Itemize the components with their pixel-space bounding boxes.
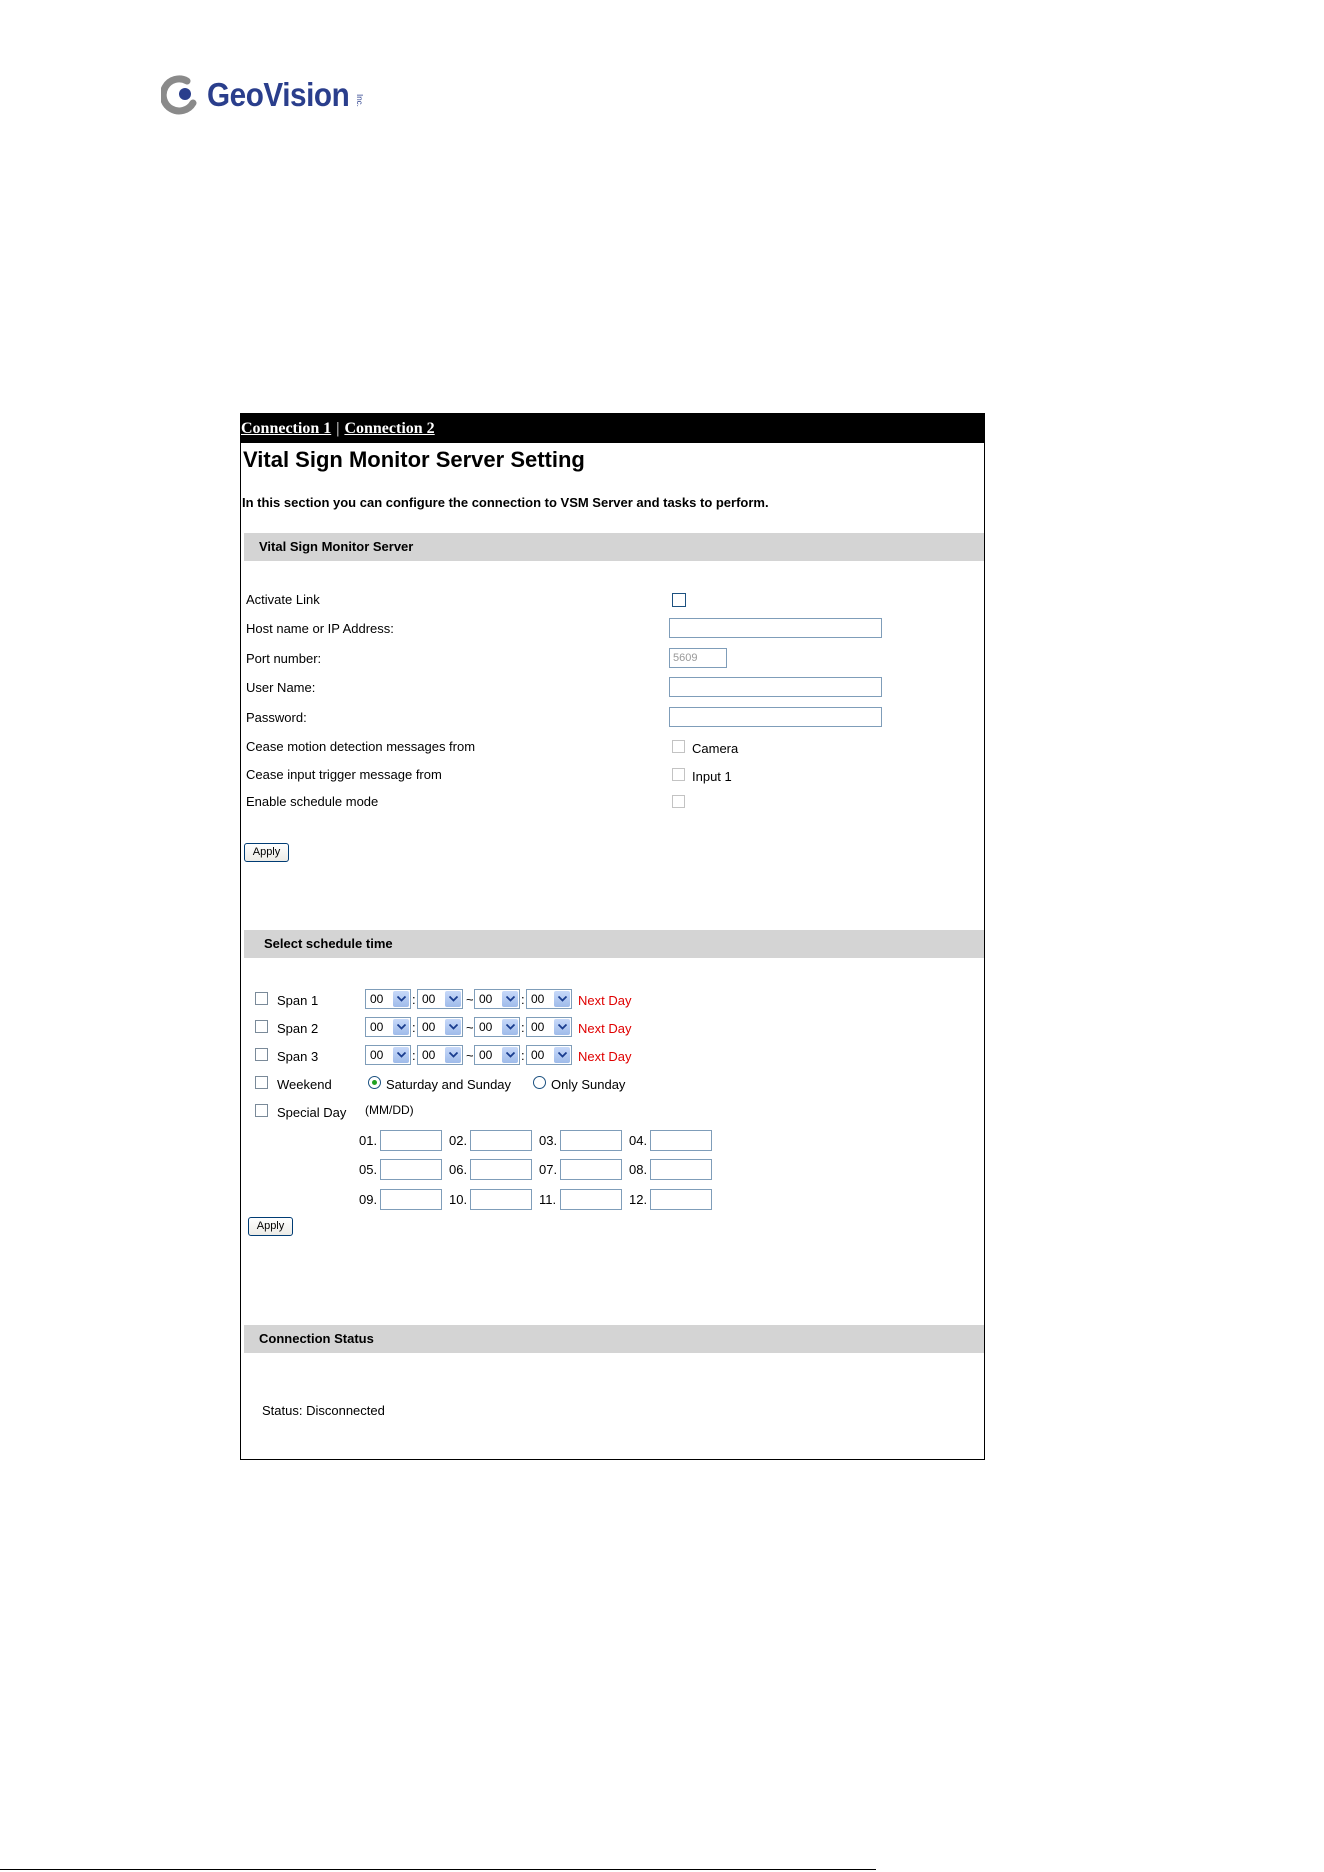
connection-2-link[interactable]: Connection 2 [344,419,435,437]
special-day-7-label: 07. [539,1162,558,1177]
schedule-mode-checkbox[interactable] [672,795,685,808]
span-2-start-hour-select[interactable] [365,1017,411,1037]
chevron-down-icon [502,991,518,1007]
special-day-1-label: 01. [359,1133,378,1148]
port-label: Port number: [246,651,322,666]
span-2-colon-2: : [521,1020,525,1035]
span-1-colon-2: : [521,992,525,1007]
span-3-tilde: ~ [466,1048,474,1063]
cease-motion-camera-label: Camera [692,741,739,756]
span-1-start-hour-value: 00 [370,992,384,1006]
special-day-8-label: 08. [629,1162,648,1177]
span-3-end-minute-value: 00 [531,1048,545,1062]
host-input[interactable] [669,618,882,638]
span-1-end-minute-value: 00 [531,992,545,1006]
vsm-settings-screenshot [240,413,985,1460]
chevron-down-icon [554,1047,570,1063]
weekend-checkbox[interactable] [255,1076,268,1089]
span-3-checkbox[interactable] [255,1048,268,1061]
cease-motion-camera-checkbox[interactable] [672,740,685,753]
span-2-next-day: Next Day [578,1021,632,1036]
special-day-8-input[interactable] [650,1159,712,1180]
span-2-label: Span 2 [277,1021,319,1036]
special-day-6-label: 06. [449,1162,468,1177]
span-3-colon-1: : [412,1048,416,1063]
chevron-down-icon [445,991,461,1007]
special-day-9-label: 09. [359,1192,378,1207]
special-day-5-label: 05. [359,1162,378,1177]
span-1-start-minute-select[interactable] [417,989,463,1009]
special-day-11-label: 11. [539,1192,557,1207]
span-2-start-minute-value: 00 [422,1020,436,1034]
special-day-5-input[interactable] [380,1159,442,1180]
connection-status-text: Status: Disconnected [262,1403,385,1418]
special-day-2-input[interactable] [470,1130,532,1151]
span-1-end-hour-value: 00 [479,992,493,1006]
special-day-1-input[interactable] [380,1130,442,1151]
special-day-3-input[interactable] [560,1130,622,1151]
status-section-header: Connection Status [244,1325,984,1353]
geovision-logo [161,70,364,120]
weekend-sat-sun-label: Saturday and Sunday [386,1077,512,1092]
special-day-4-label: 04. [629,1133,648,1148]
span-1-label: Span 1 [277,993,319,1008]
cease-motion-label: Cease motion detection messages from [246,739,476,754]
special-day-7-input[interactable] [560,1159,622,1180]
span-1-next-day: Next Day [578,993,632,1008]
chevron-down-icon [445,1019,461,1035]
span-1-start-hour-select[interactable] [365,989,411,1009]
password-label: Password: [246,710,307,725]
special-day-10-input[interactable] [470,1189,532,1210]
host-label: Host name or IP Address: [246,621,394,636]
activate-link-label: Activate Link [246,592,320,607]
cease-input-1-label: Input 1 [692,769,732,784]
footer-rule [0,1869,876,1870]
chevron-down-icon [393,991,409,1007]
span-2-colon-1: : [412,1020,416,1035]
span-2-tilde: ~ [466,1020,474,1035]
span-3-start-minute-value: 00 [422,1048,436,1062]
logo-inc: Inc. [355,93,365,107]
cease-input-label: Cease input trigger message from [246,767,442,782]
nav-separator: | [336,419,340,437]
special-day-2-label: 02. [449,1133,468,1148]
special-day-12-label: 12. [629,1192,648,1207]
chevron-down-icon [393,1019,409,1035]
weekend-sat-sun-radio[interactable] [368,1076,381,1089]
chevron-down-icon [554,1019,570,1035]
special-day-checkbox[interactable] [255,1104,268,1117]
user-name-label: User Name: [246,680,316,695]
span-1-colon-1: : [412,992,416,1007]
page-title: Vital Sign Monitor Server Setting [243,447,585,472]
geovision-logo-mark-icon [161,75,201,115]
span-1-checkbox[interactable] [255,992,268,1005]
vsm-section-header: Vital Sign Monitor Server [244,533,984,561]
span-3-end-hour-select[interactable] [474,1045,520,1065]
span-1-end-minute-select[interactable] [526,989,572,1009]
span-1-start-minute-value: 00 [422,992,436,1006]
logo-text: GeoVision [207,76,350,113]
activate-link-checkbox[interactable] [672,593,686,607]
span-2-end-minute-value: 00 [531,1020,545,1034]
span-2-end-minute-select[interactable] [526,1017,572,1037]
weekend-label: Weekend [277,1077,332,1092]
span-3-label: Span 3 [277,1049,319,1064]
special-day-6-input[interactable] [470,1159,532,1180]
span-3-end-hour-value: 00 [479,1048,493,1062]
span-3-start-hour-select[interactable] [365,1045,411,1065]
connection-1-link[interactable]: Connection 1 [241,419,332,437]
user-name-input[interactable] [669,677,882,697]
weekend-only-sunday-label: Only Sunday [551,1077,626,1092]
schedule-mode-label: Enable schedule mode [246,794,379,809]
chevron-down-icon [445,1047,461,1063]
connection-nav [241,414,984,443]
special-day-12-input[interactable] [650,1189,712,1210]
span-3-next-day: Next Day [578,1049,632,1064]
span-3-end-minute-select[interactable] [526,1045,572,1065]
special-day-label: Special Day [277,1105,347,1120]
weekend-only-sunday-radio[interactable] [533,1076,546,1089]
span-2-start-minute-select[interactable] [417,1017,463,1037]
span-2-start-hour-value: 00 [370,1020,384,1034]
port-input[interactable]: 5609 [669,648,727,668]
span-1-tilde: ~ [466,992,474,1007]
chevron-down-icon [554,991,570,1007]
special-day-3-label: 03. [539,1133,558,1148]
span-3-start-minute-select[interactable] [417,1045,463,1065]
special-day-11-input[interactable] [560,1189,622,1210]
span-2-end-hour-value: 00 [479,1020,493,1034]
chevron-down-icon [502,1047,518,1063]
page-intro: In this section you can configure the connection to VSM Server and tasks to perform. [242,495,769,510]
special-day-9-input[interactable] [380,1189,442,1210]
special-day-4-input[interactable] [650,1130,712,1151]
span-3-colon-2: : [521,1048,525,1063]
cease-input-1-checkbox[interactable] [672,768,685,781]
span-3-start-hour-value: 00 [370,1048,384,1062]
span-1-end-hour-select[interactable] [474,989,520,1009]
span-2-end-hour-select[interactable] [474,1017,520,1037]
special-day-format: (MM/DD) [365,1103,414,1117]
span-2-checkbox[interactable] [255,1020,268,1033]
schedule-apply-button[interactable]: Apply [248,1217,293,1236]
chevron-down-icon [393,1047,409,1063]
special-day-10-label: 10. [449,1192,468,1207]
schedule-section-header: Select schedule time [244,930,984,958]
vsm-apply-button[interactable]: Apply [244,843,289,862]
chevron-down-icon [502,1019,518,1035]
password-input[interactable] [669,707,882,727]
